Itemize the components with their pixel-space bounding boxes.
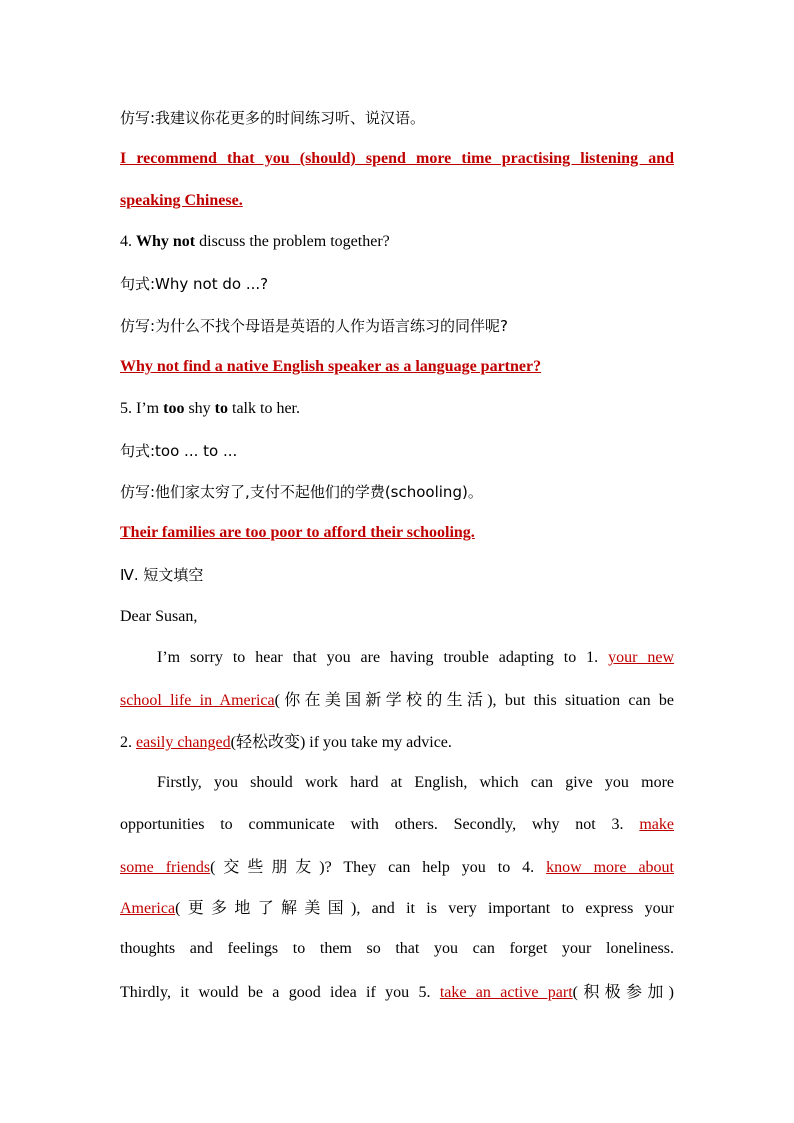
passage-text: (轻松改变) if you take my advice. (230, 734, 452, 751)
passage-line-9 (120, 983, 674, 1003)
sentence-rest: discuss the problem together? (195, 233, 390, 250)
blank-3-answer-continued: some friends (120, 859, 211, 876)
passage-text: (你在美国新学校的生活), but this situation can be (274, 692, 674, 709)
sentence-middle: shy (184, 400, 215, 417)
pattern-4: 句式:Why not do ...? (120, 275, 269, 293)
blank-4-answer-continued: America (120, 900, 176, 917)
passage-line-8: thoughts and feelings to them so that you can forget your loneliness. (120, 940, 674, 957)
item-number: 5. I’m (120, 400, 164, 417)
passage-line-7 (120, 899, 674, 919)
example-sentence-4 (120, 232, 674, 252)
item-number: 4. (120, 233, 132, 250)
blank-5-answer: take an active part (439, 984, 573, 1001)
passage-line-6 (120, 858, 674, 878)
passage-text: (更多地了解美国), and it is very important to express your (175, 900, 674, 917)
answer-5: Their families are too poor to afford their schooling. (120, 524, 475, 541)
answer-5-line (120, 523, 674, 543)
answer-4-line (120, 357, 674, 377)
imitation-prompt-5: 仿写:他们家太穷了,支付不起他们的学费(schooling)。 (120, 483, 483, 501)
key-word-too: too (163, 400, 185, 417)
key-phrase: Why not (136, 233, 196, 250)
sentence-rest: talk to her. (228, 400, 300, 417)
pattern-5: 句式:too ... to ... (120, 442, 238, 460)
blank-2-answer: easily changed (136, 734, 231, 751)
passage-line-2 (120, 691, 674, 711)
passage-line-1 (120, 648, 674, 668)
passage-line-3 (120, 733, 674, 753)
blank-1-answer-continued: school life in America (120, 692, 275, 709)
passage-line-4: Firstly, you should work hard at English, which can give you more (157, 774, 674, 791)
answer-3-line-2 (120, 191, 674, 211)
imitation-prompt-3: 仿写:我建议你花更多的时间练习听、说汉语。 (120, 109, 426, 127)
blank-4-answer: know more about (546, 859, 674, 876)
answer-4: Why not find a native English speaker as a language partner? (120, 358, 542, 375)
passage-text: I’m sorry to hear that you are having trouble adapting to 1. (157, 649, 609, 666)
passage-text: (交些朋友)? They can help you to 4. (210, 859, 547, 876)
key-word-to: to (214, 400, 228, 417)
salutation: Dear Susan, (120, 608, 198, 625)
answer-3-continued: speaking Chinese. (120, 192, 243, 209)
answer-3-line-1: I recommend that you (should) spend more time practising listening and (120, 150, 674, 167)
blank-number: 2. (120, 734, 136, 751)
blank-3-answer: make (639, 816, 674, 833)
passage-line-5 (120, 815, 674, 835)
blank-1-answer: your new (608, 649, 675, 666)
passage-text: Thirdly, it would be a good idea if you 5. (120, 984, 440, 1001)
section-heading: Ⅳ. 短文填空 (120, 566, 204, 584)
passage-text: opportunities to communicate with others. Secondly, why not 3. (120, 816, 640, 833)
example-sentence-5 (120, 399, 674, 419)
imitation-prompt-4: 仿写:为什么不找个母语是英语的人作为语言练习的同伴呢? (120, 317, 509, 335)
passage-text: (积极参加) (572, 984, 674, 1001)
